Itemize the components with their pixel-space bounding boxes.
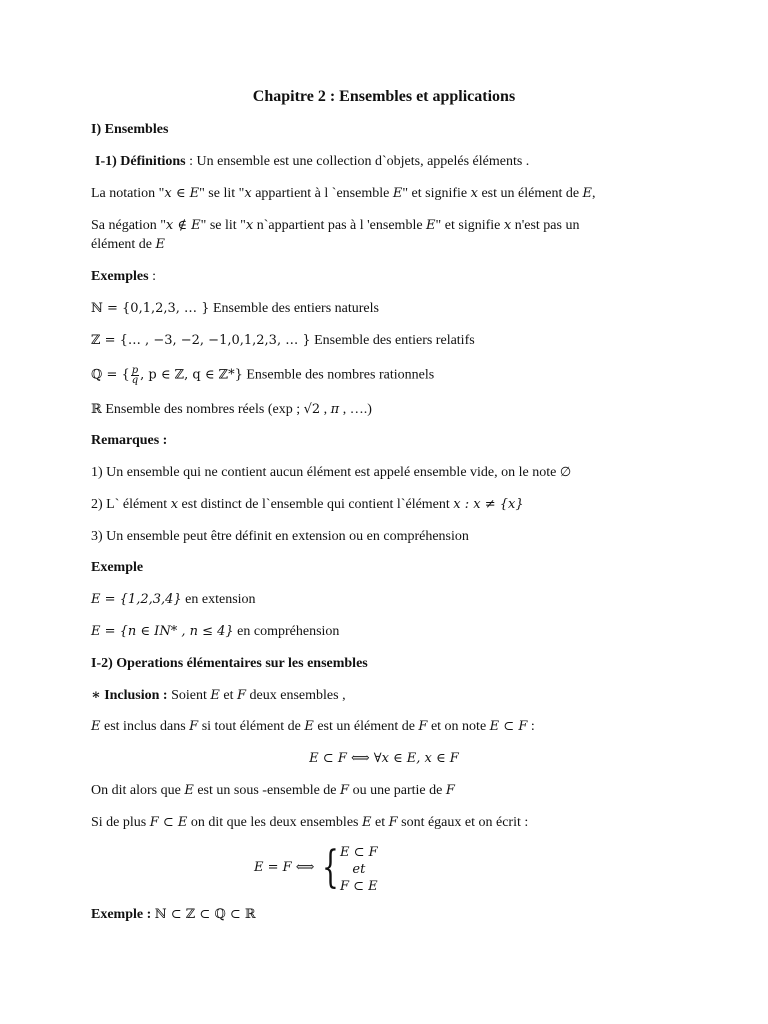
left-brace: {	[322, 842, 339, 893]
fraction-denominator: q	[131, 375, 139, 386]
section-heading-ensembles: I) Ensembles	[91, 122, 169, 137]
math: ℤ = {… , −3, −2, −1,0,1,2,3, … }	[91, 333, 311, 348]
text: et	[219, 688, 237, 703]
math: F ⊂ E	[149, 815, 188, 830]
math: F	[237, 688, 247, 703]
definition-label: I-1) Définitions	[95, 154, 186, 169]
final-example	[91, 906, 708, 924]
inclusion-definition	[91, 718, 708, 736]
sous-ensemble-paragraph	[91, 782, 708, 800]
text: " et signifie	[435, 218, 504, 233]
system-row: F ⊂ E	[340, 879, 378, 894]
text: ou une partie de	[349, 783, 446, 798]
math: E	[361, 815, 372, 830]
example-extension	[91, 591, 708, 609]
math: , p ∈ ℤ, q ∈ ℤ*}	[140, 367, 243, 383]
remark-3: 3) Un ensemble peut être définit en extension ou en compréhension	[91, 529, 469, 544]
notation-paragraph	[91, 185, 708, 203]
math: x : x ≠ {x}	[453, 497, 524, 512]
text: n'est pas un	[511, 218, 580, 233]
math: x ∉ E	[165, 218, 201, 233]
remarques-heading: Remarques :	[91, 433, 168, 448]
system-row: E ⊂ F	[340, 845, 378, 860]
definition-text: : Un ensemble est une collection d`objets, appelés éléments .	[185, 154, 530, 169]
text: et	[371, 815, 389, 830]
page-title: Chapitre 2 : Ensembles et applications	[252, 88, 516, 105]
math: ℕ = {0,1,2,3, … }	[91, 301, 210, 316]
text: si tout élément de	[198, 719, 305, 734]
math: E	[91, 719, 101, 734]
fraction	[131, 366, 139, 385]
text: en compréhension	[233, 624, 340, 639]
math: ℕ ⊂ ℤ ⊂ ℚ ⊂ ℝ	[154, 907, 256, 922]
text: Si de plus	[91, 815, 150, 830]
negation-paragraph	[91, 217, 708, 235]
text: ,	[592, 186, 596, 201]
text: élément de	[91, 237, 156, 252]
text: Sa négation "	[91, 218, 166, 233]
text: 1) Un ensemble qui ne contient aucun élément est appelé ensemble vide, on le note	[91, 465, 560, 480]
math: √2	[303, 402, 321, 417]
math: E = {1,2,3,4}	[91, 592, 182, 607]
definition-paragraph	[95, 153, 708, 171]
math: E = {n ∈ IN* , n ≤ 4}	[91, 624, 234, 639]
set-integers	[91, 332, 708, 350]
text: appartient à l `ensemble	[251, 186, 393, 201]
system-rows	[340, 844, 378, 895]
text: Ensemble des nombres rationnels	[242, 367, 435, 383]
final-example-label: Exemple :	[91, 907, 155, 922]
set-rationals	[91, 366, 708, 385]
text: est inclus dans	[100, 719, 190, 734]
text: Ensemble des entiers relatifs	[310, 333, 475, 348]
remark-2	[91, 496, 708, 514]
math: ∅	[559, 465, 572, 480]
text: On dit alors que	[91, 783, 185, 798]
text: on dit que les deux ensembles	[187, 815, 362, 830]
text: :	[527, 719, 535, 734]
text: " se lit "	[200, 218, 246, 233]
text: est un élément de	[477, 186, 583, 201]
text: 2) L` élément	[91, 497, 171, 512]
text: " et signifie	[402, 186, 471, 201]
text: :	[148, 269, 156, 284]
system-lhs: E = F ⟺	[254, 860, 315, 875]
exemples-heading	[91, 268, 708, 286]
equality-system	[254, 844, 414, 894]
remark-1	[91, 464, 708, 482]
text: Ensemble des nombres réels (exp ;	[101, 402, 304, 417]
math: E ⊂ F	[489, 719, 528, 734]
text: ,	[320, 402, 331, 417]
math: x	[503, 218, 512, 233]
text: sont égaux et on écrit :	[397, 815, 529, 830]
fraction-numerator: p	[131, 365, 139, 376]
math: ℚ = {	[91, 367, 130, 383]
text: La notation "	[91, 186, 165, 201]
inclusion-label: Inclusion :	[100, 688, 168, 703]
system-row: et	[352, 862, 366, 877]
text: est distinct de l`ensemble qui contient l`élément	[178, 497, 454, 512]
math: F	[445, 783, 455, 798]
set-reals	[91, 401, 708, 419]
example-comprehension	[91, 623, 708, 641]
math: E	[582, 186, 593, 201]
math: E	[426, 218, 436, 233]
text: , ….)	[339, 402, 372, 417]
bullet-icon: ∗	[91, 688, 101, 703]
math: E	[210, 688, 220, 703]
inclusion-equivalence: E ⊂ F ⟺ ∀x ∈ E, x ∈ F	[309, 751, 459, 766]
section-heading-operations: I-2) Operations élémentaires sur les ensembles	[91, 656, 368, 671]
text: n`appartient pas à l 'ensemble	[253, 218, 427, 233]
set-naturals	[91, 300, 708, 318]
math: E	[304, 719, 314, 734]
math: π	[330, 402, 340, 417]
exemples-label: Exemples	[91, 269, 149, 284]
math: F	[189, 719, 199, 734]
math: F	[418, 719, 428, 734]
text: Soient	[167, 688, 211, 703]
inclusion-paragraph	[91, 687, 708, 705]
math: x	[244, 186, 252, 201]
math: F	[388, 815, 398, 830]
math: F	[340, 783, 350, 798]
math: E	[155, 237, 166, 252]
math: x ∈ E	[164, 186, 200, 201]
text: Ensemble des entiers naturels	[209, 301, 379, 316]
math: E	[184, 783, 194, 798]
text: en extension	[181, 592, 256, 607]
text: et on note	[427, 719, 490, 734]
text: est un sous -ensemble de	[193, 783, 341, 798]
math: x	[470, 186, 478, 201]
math: E	[392, 186, 403, 201]
text: deux ensembles ,	[246, 688, 346, 703]
text: est un élément de	[313, 719, 419, 734]
exemple-heading: Exemple	[91, 560, 144, 575]
math: x	[245, 218, 254, 233]
math: ℝ	[91, 402, 102, 417]
negation-paragraph-line2	[91, 236, 708, 254]
math: x	[170, 497, 179, 512]
equality-paragraph	[91, 814, 708, 832]
text: " se lit "	[199, 186, 245, 201]
